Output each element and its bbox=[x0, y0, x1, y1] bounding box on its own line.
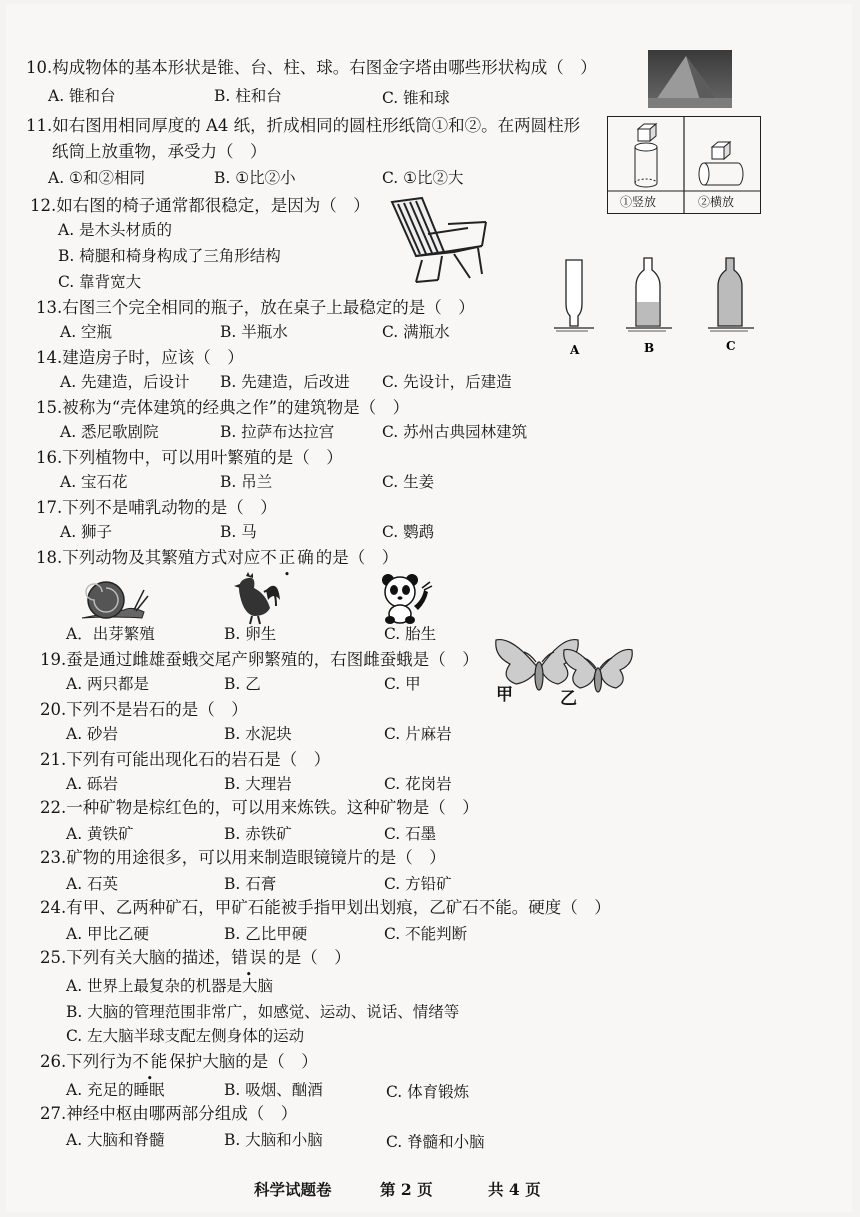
q12-option-b: B. 椅腿和椅身构成了三角形结构 bbox=[58, 247, 281, 265]
footer-title: 科学试题卷 bbox=[254, 1180, 332, 1199]
bottle-label-a: A bbox=[570, 343, 580, 357]
q26-option-b: B. 吸烟、酗酒 bbox=[224, 1081, 323, 1099]
question-11: 11.如右图用相同厚度的 A4 纸，折成相同的圆柱形纸筒①和②。在两圆柱形 bbox=[26, 116, 581, 135]
q19-option-a: A. 两只都是 bbox=[66, 675, 150, 693]
cylinder-label-horizontal: ②横放 bbox=[698, 195, 735, 209]
q13-option-c: C. 满瓶水 bbox=[382, 323, 450, 341]
q10-option-a: A. 锥和台 bbox=[48, 87, 116, 105]
q14-option-a: A. 先建造，后设计 bbox=[60, 373, 190, 391]
q11-option-a: A. ①和②相同 bbox=[48, 169, 145, 187]
q27-option-a: A. 大脑和脊髓 bbox=[66, 1131, 165, 1149]
q26-option-a: A. 充足的睡眠 bbox=[66, 1081, 165, 1099]
q16-option-b: B. 吊兰 bbox=[220, 473, 273, 491]
question-24: 24.有甲、乙两种矿石，甲矿石能被手指甲划出划痕，乙矿石不能。硬度（ ） bbox=[40, 898, 611, 917]
q23-option-c: C. 方铅矿 bbox=[384, 875, 452, 893]
question-27: 27.神经中枢由哪两部分组成（ ） bbox=[40, 1104, 298, 1123]
q17-option-c: C. 鹦鹉 bbox=[382, 523, 435, 541]
question-21: 21.下列有可能出现化石的岩石是（ ） bbox=[40, 750, 331, 769]
q25-option-c: C. 左大脑半球支配左侧身体的运动 bbox=[66, 1027, 305, 1045]
q11-option-b: B. ①比②小 bbox=[214, 169, 296, 187]
q24-option-a: A. 甲比乙硬 bbox=[66, 925, 150, 943]
q18-option-c: C. 胎生 bbox=[384, 625, 437, 643]
emphasis-cannot: 不能 bbox=[132, 1052, 170, 1071]
q13-option-a: A. 空瓶 bbox=[60, 323, 113, 341]
q22-option-c: C. 石墨 bbox=[384, 825, 437, 843]
q16-option-a: A. 宝石花 bbox=[60, 473, 128, 491]
q22-option-a: A. 黄铁矿 bbox=[66, 825, 134, 843]
emphasis-not-correct: 不正确 bbox=[260, 548, 316, 567]
q12-option-c: C. 靠背宽大 bbox=[58, 273, 142, 291]
question-10: 10.构成物体的基本形状是锥、台、柱、球。右图金字塔由哪些形状构成（ ） bbox=[26, 58, 597, 77]
question-18: 18.下列动物及其繁殖方式对应不正确的是（ ） bbox=[36, 548, 399, 567]
question-12: 12.如右图的椅子通常都很稳定，是因为（ ） bbox=[30, 196, 370, 215]
q11-option-c: C. ①比②大 bbox=[382, 169, 464, 187]
question-16: 16.下列植物中，可以用叶繁殖的是（ ） bbox=[36, 448, 343, 467]
q19-option-c: C. 甲 bbox=[384, 675, 421, 693]
q10-option-b: B. 柱和台 bbox=[214, 87, 282, 105]
question-25: 25.下列有关大脑的描述，错误的是（ ） bbox=[40, 948, 351, 967]
footer-page-number: 第 2 页 bbox=[380, 1180, 433, 1199]
question-22: 22.一种矿物是棕红色的，可以用来炼铁。这种矿物是（ ） bbox=[40, 798, 479, 817]
q27-option-b: B. 大脑和小脑 bbox=[224, 1131, 323, 1149]
pyramid-photo bbox=[648, 50, 732, 108]
q15-option-a: A. 悉尼歌剧院 bbox=[60, 423, 159, 441]
footer-total-pages: 共 4 页 bbox=[488, 1180, 541, 1199]
q20-option-a: A. 砂岩 bbox=[66, 725, 119, 743]
q23-option-a: A. 石英 bbox=[66, 875, 119, 893]
q20-option-c: C. 片麻岩 bbox=[384, 725, 452, 743]
q17-option-b: B. 马 bbox=[220, 523, 257, 541]
q17-option-a: A. 狮子 bbox=[60, 523, 113, 541]
q25-option-a: A. 世界上最复杂的机器是大脑 bbox=[66, 977, 274, 995]
q23-option-b: B. 石膏 bbox=[224, 875, 277, 893]
panda-image bbox=[378, 570, 434, 626]
q26-option-c: C. 体育锻炼 bbox=[386, 1083, 470, 1101]
q21-option-b: B. 大理岩 bbox=[224, 775, 292, 793]
question-26: 26.下列行为不能保护大脑的是（ ） bbox=[40, 1052, 318, 1071]
q22-option-b: B. 赤铁矿 bbox=[224, 825, 292, 843]
q15-option-b: B. 拉萨布达拉宫 bbox=[220, 423, 335, 441]
q18-option-a: A．出芽繁殖 bbox=[66, 625, 155, 643]
q21-option-c: C. 花岗岩 bbox=[384, 775, 452, 793]
moth-label-yi: 乙 bbox=[560, 689, 577, 709]
question-14: 14.建造房子时，应该（ ） bbox=[36, 348, 244, 367]
q12-option-a: A. 是木头材质的 bbox=[58, 221, 173, 239]
moth-label-jia: 甲 bbox=[496, 685, 513, 705]
bottle-label-c: C bbox=[726, 339, 736, 353]
q15-option-c: C. 苏州古典园林建筑 bbox=[382, 423, 528, 441]
cylinders-figure bbox=[607, 116, 761, 214]
q13-option-b: B. 半瓶水 bbox=[220, 323, 288, 341]
bottle-label-b: B bbox=[644, 341, 655, 355]
q24-option-c: C. 不能判断 bbox=[384, 925, 468, 943]
q21-option-a: A. 砾岩 bbox=[66, 775, 119, 793]
q14-option-c: C. 先设计，后建造 bbox=[382, 373, 512, 391]
question-15: 15.被称为“壳体建筑的经典之作”的建筑物是（ ） bbox=[36, 398, 410, 417]
question-19: 19.蚕是通过雌雄蚕蛾交尾产卵繁殖的，右图雌蚕蛾是（ ） bbox=[40, 650, 479, 669]
q20-option-b: B. 水泥块 bbox=[224, 725, 292, 743]
q19-option-b: B. 乙 bbox=[224, 675, 261, 693]
question-13: 13.右图三个完全相同的瓶子，放在桌子上最稳定的是（ ） bbox=[36, 298, 475, 317]
q18-option-b: B. 卵生 bbox=[224, 625, 277, 643]
chair-image bbox=[382, 194, 492, 286]
question-17: 17.下列不是哺乳动物的是（ ） bbox=[36, 498, 277, 517]
q27-option-c: C. 脊髓和小脑 bbox=[386, 1133, 485, 1151]
cylinder-label-vertical: ①竖放 bbox=[620, 195, 657, 209]
emphasis-wrong: 错误 bbox=[231, 948, 269, 967]
question-11-line2: 纸筒上放重物，承受力（ ） bbox=[52, 142, 267, 161]
q25-option-b: B. 大脑的管理范围非常广，如感觉、运动、说话、情绪等 bbox=[66, 1003, 460, 1021]
rooster-image bbox=[226, 570, 282, 626]
snail-image bbox=[78, 576, 150, 624]
q16-option-c: C. 生姜 bbox=[382, 473, 435, 491]
question-23: 23.矿物的用途很多，可以用来制造眼镜镜片的是（ ） bbox=[40, 848, 446, 867]
q10-option-c: C. 锥和球 bbox=[382, 89, 450, 107]
bottles-figure bbox=[548, 252, 758, 362]
question-20: 20.下列不是岩石的是（ ） bbox=[40, 700, 248, 719]
q24-option-b: B. 乙比甲硬 bbox=[224, 925, 308, 943]
q14-option-b: B. 先建造，后改进 bbox=[220, 373, 350, 391]
